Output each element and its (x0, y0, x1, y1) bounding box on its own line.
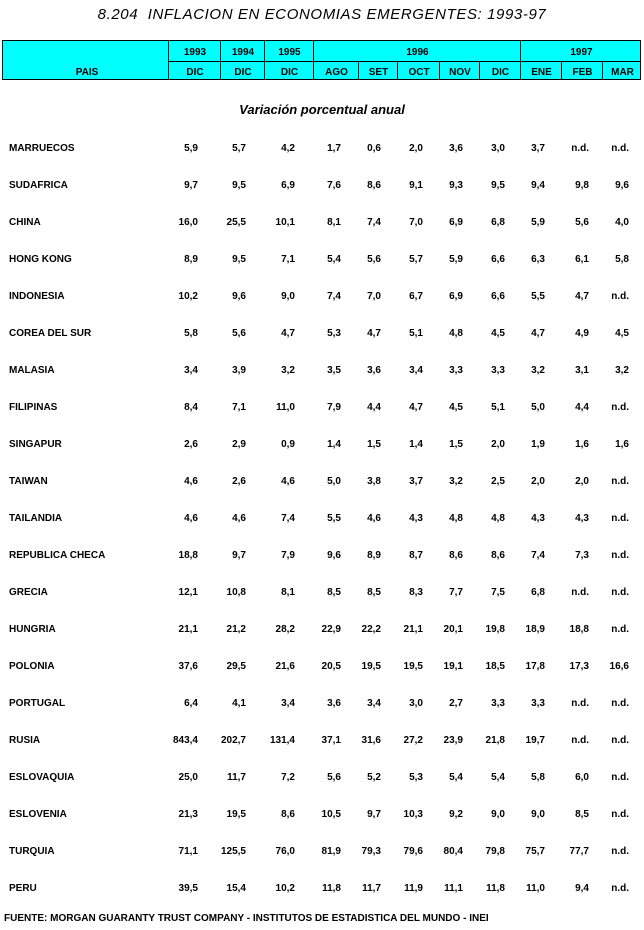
value-cell: 76,0 (275, 846, 295, 857)
table-row (0, 587, 644, 624)
value-cell: 8,5 (327, 587, 341, 598)
value-cell: 11,7 (362, 883, 381, 894)
value-cell: 4,4 (367, 402, 381, 413)
value-cell: 4,2 (281, 143, 295, 154)
value-cell: 4,8 (449, 328, 463, 339)
value-cell: 11,8 (486, 883, 505, 894)
year-header: 1994 (231, 47, 255, 58)
value-cell: 7,3 (575, 550, 589, 561)
value-cell: 3,3 (531, 698, 545, 709)
value-cell: 9,1 (409, 180, 423, 191)
value-cell: 4,5 (449, 402, 463, 413)
value-cell: n.d. (611, 698, 629, 709)
value-cell: 4,1 (232, 698, 246, 709)
value-cell: 2,0 (531, 476, 545, 487)
value-cell: 3,1 (575, 365, 589, 376)
value-cell: 4,6 (281, 476, 295, 487)
table-header (2, 40, 641, 80)
value-cell: 21,3 (178, 809, 198, 820)
value-cell: 7,4 (367, 217, 381, 228)
value-cell: 2,6 (184, 439, 198, 450)
table-row (0, 217, 644, 254)
value-cell: 75,7 (525, 846, 545, 857)
value-cell: 11,1 (444, 883, 463, 894)
value-cell: 11,0 (526, 883, 545, 894)
value-cell: 8,5 (367, 587, 381, 598)
value-cell: 9,0 (491, 809, 505, 820)
value-cell: 6,7 (409, 291, 423, 302)
value-cell: 5,6 (327, 772, 341, 783)
value-cell: 131,4 (269, 735, 295, 746)
country-name: PORTUGAL (9, 698, 66, 709)
value-cell: 21,1 (178, 624, 198, 635)
value-cell: 31,6 (361, 735, 381, 746)
year-header: 1995 (278, 47, 301, 58)
value-cell: 9,7 (232, 550, 246, 561)
value-cell: n.d. (611, 550, 629, 561)
country-name: RUSIA (9, 735, 41, 746)
country-name: SUDAFRICA (9, 180, 68, 191)
value-cell: 8,9 (184, 254, 198, 265)
value-cell: 29,5 (226, 661, 246, 672)
value-cell: 8,6 (449, 550, 463, 561)
value-cell: 7,1 (281, 254, 295, 265)
value-cell: 3,8 (367, 476, 381, 487)
value-cell: 19,1 (443, 661, 463, 672)
value-cell: 4,3 (531, 513, 545, 524)
value-cell: 23,9 (443, 735, 463, 746)
value-cell: 1,5 (367, 439, 381, 450)
value-cell: n.d. (571, 698, 589, 709)
value-cell: n.d. (611, 809, 629, 820)
value-cell: 4,0 (615, 217, 629, 228)
value-cell: n.d. (611, 402, 629, 413)
year-header: 1993 (183, 47, 207, 58)
value-cell: 2,9 (232, 439, 246, 450)
table-row (0, 328, 644, 365)
value-cell: 18,5 (485, 661, 505, 672)
value-cell: 21,8 (485, 735, 505, 746)
value-cell: 9,0 (531, 809, 545, 820)
value-cell: 10,8 (226, 587, 246, 598)
value-cell: 7,0 (409, 217, 423, 228)
value-cell: 3,4 (281, 698, 295, 709)
value-cell: 8,4 (184, 402, 198, 413)
value-cell: 39,5 (178, 883, 198, 894)
value-cell: 2,0 (575, 476, 589, 487)
month-header: DIC (280, 67, 299, 78)
country-name: ESLOVENIA (9, 809, 67, 820)
value-cell: 5,0 (531, 402, 545, 413)
month-header: OCT (408, 67, 430, 78)
value-cell: n.d. (611, 846, 629, 857)
value-cell: 5,4 (491, 772, 505, 783)
value-cell: 4,7 (531, 328, 545, 339)
value-cell: 20,1 (443, 624, 463, 635)
value-cell: 17,3 (569, 661, 589, 672)
value-cell: 5,1 (491, 402, 505, 413)
country-name: SINGAPUR (9, 439, 62, 450)
table-row (0, 513, 644, 550)
value-cell: 9,6 (232, 291, 246, 302)
value-cell: 8,6 (491, 550, 505, 561)
value-cell: 25,0 (178, 772, 198, 783)
table-row (0, 402, 644, 439)
value-cell: 1,7 (327, 143, 341, 154)
month-header: NOV (449, 67, 471, 78)
value-cell: 19,8 (485, 624, 505, 635)
value-cell: 9,8 (575, 180, 589, 191)
value-cell: 7,4 (281, 513, 295, 524)
country-name: COREA DEL SUR (9, 328, 92, 339)
month-header: MAR (611, 67, 634, 78)
value-cell: 6,3 (531, 254, 545, 265)
value-cell: 20,5 (321, 661, 341, 672)
value-cell: 4,6 (367, 513, 381, 524)
value-cell: 5,5 (531, 291, 545, 302)
value-cell: 3,2 (531, 365, 545, 376)
country-name: REPUBLICA CHECA (9, 550, 106, 561)
value-cell: 1,5 (449, 439, 463, 450)
value-cell: 5,4 (327, 254, 341, 265)
value-cell: 3,2 (449, 476, 463, 487)
value-cell: n.d. (611, 624, 629, 635)
country-name: POLONIA (9, 661, 55, 672)
value-cell: 10,2 (275, 883, 295, 894)
month-header: DIC (234, 67, 252, 78)
value-cell: 21,2 (226, 624, 246, 635)
value-cell: 5,6 (367, 254, 381, 265)
value-cell: 7,5 (491, 587, 505, 598)
value-cell: 5,9 (184, 143, 198, 154)
table-row (0, 439, 644, 476)
month-header: AGO (325, 67, 348, 78)
value-cell: 6,6 (491, 254, 505, 265)
value-cell: 1,6 (615, 439, 629, 450)
value-cell: 9,6 (615, 180, 629, 191)
header-year-divider (168, 61, 640, 62)
value-cell: 5,9 (531, 217, 545, 228)
value-cell: 3,3 (491, 365, 505, 376)
value-cell: 3,2 (615, 365, 629, 376)
value-cell: 6,4 (184, 698, 198, 709)
country-name: MALASIA (9, 365, 55, 376)
value-cell: 5,8 (615, 254, 629, 265)
table-row (0, 143, 644, 180)
value-cell: 9,7 (184, 180, 198, 191)
value-cell: 3,4 (367, 698, 381, 709)
table-row (0, 772, 644, 809)
value-cell: 5,8 (184, 328, 198, 339)
table-row (0, 291, 644, 328)
value-cell: 9,0 (281, 291, 295, 302)
table-row (0, 846, 644, 883)
value-cell: 4,7 (575, 291, 589, 302)
value-cell: 843,4 (172, 735, 198, 746)
value-cell: 3,6 (367, 365, 381, 376)
value-cell: 9,5 (232, 180, 246, 191)
value-cell: 7,6 (327, 180, 341, 191)
value-cell: 3,5 (327, 365, 341, 376)
value-cell: 9,5 (491, 180, 505, 191)
country-name: TAIWAN (9, 476, 48, 487)
value-cell: 6,0 (575, 772, 589, 783)
value-cell: n.d. (611, 772, 629, 783)
value-cell: n.d. (611, 587, 629, 598)
value-cell: 6,6 (491, 291, 505, 302)
value-cell: 7,0 (367, 291, 381, 302)
value-cell: 10,1 (275, 217, 295, 228)
value-cell: 5,8 (531, 772, 545, 783)
value-cell: 12,1 (178, 587, 198, 598)
value-cell: 4,6 (184, 476, 198, 487)
value-cell: 22,9 (321, 624, 341, 635)
value-cell: 3,7 (531, 143, 545, 154)
value-cell: 6,9 (281, 180, 295, 191)
value-cell: 21,6 (275, 661, 295, 672)
value-cell: 10,2 (178, 291, 198, 302)
value-cell: 5,5 (327, 513, 341, 524)
value-cell: 4,7 (367, 328, 381, 339)
value-cell: 5,9 (449, 254, 463, 265)
value-cell: 3,3 (491, 698, 505, 709)
value-cell: 9,7 (367, 809, 381, 820)
value-cell: 4,4 (575, 402, 589, 413)
value-cell: 19,5 (403, 661, 423, 672)
value-cell: 5,6 (232, 328, 246, 339)
value-cell: 7,9 (327, 402, 341, 413)
value-cell: 8,5 (575, 809, 589, 820)
country-name: TAILANDIA (9, 513, 63, 524)
value-cell: 21,1 (403, 624, 423, 635)
value-cell: 6,9 (449, 217, 463, 228)
value-cell: 8,1 (327, 217, 341, 228)
value-cell: 81,9 (321, 846, 341, 857)
value-cell: 5,4 (449, 772, 463, 783)
value-cell: 3,9 (232, 365, 246, 376)
value-cell: 8,7 (409, 550, 423, 561)
value-cell: 11,7 (227, 772, 246, 783)
value-cell: 3,2 (281, 365, 295, 376)
month-header: ENE (531, 67, 552, 78)
country-name: INDONESIA (9, 291, 65, 302)
value-cell: 1,4 (409, 439, 423, 450)
value-cell: 9,3 (449, 180, 463, 191)
value-cell: 6,9 (449, 291, 463, 302)
value-cell: 5,0 (327, 476, 341, 487)
value-cell: 9,6 (327, 550, 341, 561)
value-cell: 125,5 (220, 846, 246, 857)
value-cell: n.d. (571, 735, 589, 746)
value-cell: 4,6 (184, 513, 198, 524)
value-cell: 4,5 (491, 328, 505, 339)
value-cell: 8,1 (281, 587, 295, 598)
month-header: FEB (572, 67, 593, 78)
value-cell: 4,5 (615, 328, 629, 339)
table-subtitle: Variación porcentual anual (239, 102, 405, 117)
value-cell: 3,7 (409, 476, 423, 487)
month-header: DIC (186, 67, 204, 78)
value-cell: 16,0 (178, 217, 198, 228)
value-cell: n.d. (571, 143, 589, 154)
table-row (0, 550, 644, 587)
value-cell: 6,8 (491, 217, 505, 228)
country-name: FILIPINAS (9, 402, 58, 413)
page-title: 8.204 INFLACION EN ECONOMIAS EMERGENTES: 1993-97 (97, 6, 547, 23)
value-cell: 79,8 (485, 846, 505, 857)
country-name: CHINA (9, 217, 41, 228)
value-cell: 7,7 (449, 587, 463, 598)
value-cell: 80,4 (443, 846, 463, 857)
year-header: 1997 (570, 47, 593, 58)
value-cell: 19,7 (525, 735, 545, 746)
table-row (0, 698, 644, 735)
value-cell: 2,0 (491, 439, 505, 450)
value-cell: 4,3 (575, 513, 589, 524)
value-cell: 3,4 (184, 365, 198, 376)
value-cell: 71,1 (178, 846, 198, 857)
month-header: SET (368, 67, 389, 78)
value-cell: n.d. (611, 476, 629, 487)
value-cell: 8,9 (367, 550, 381, 561)
value-cell: 4,3 (409, 513, 423, 524)
value-cell: 3,4 (409, 365, 423, 376)
value-cell: 1,9 (531, 439, 545, 450)
value-cell: 77,7 (569, 846, 589, 857)
value-cell: 202,7 (220, 735, 246, 746)
value-cell: 3,6 (449, 143, 463, 154)
value-cell: 11,0 (276, 402, 295, 413)
value-cell: 11,8 (322, 883, 341, 894)
value-cell: n.d. (611, 883, 629, 894)
value-cell: 9,2 (449, 809, 463, 820)
value-cell: n.d. (611, 735, 629, 746)
source-footnote: FUENTE: MORGAN GUARANTY TRUST COMPANY - INSTITUTOS DE ESTADISTICA DEL MUNDO - INEI (4, 913, 489, 924)
pais-column-header: PAIS (75, 67, 99, 78)
value-cell: 10,5 (321, 809, 341, 820)
value-cell: 27,2 (403, 735, 423, 746)
value-cell: 7,1 (232, 402, 246, 413)
value-cell: 4,7 (409, 402, 423, 413)
value-cell: 8,6 (281, 809, 295, 820)
table-row (0, 735, 644, 772)
value-cell: 5,7 (409, 254, 423, 265)
value-cell: 3,6 (327, 698, 341, 709)
value-cell: 18,8 (178, 550, 198, 561)
country-name: ESLOVAQUIA (9, 772, 75, 783)
value-cell: 5,2 (367, 772, 381, 783)
value-cell: 15,4 (226, 883, 246, 894)
value-cell: 7,4 (327, 291, 341, 302)
value-cell: 5,3 (409, 772, 423, 783)
value-cell: 5,7 (232, 143, 246, 154)
value-cell: 4,6 (232, 513, 246, 524)
country-name: HONG KONG (9, 254, 72, 265)
value-cell: 4,9 (575, 328, 589, 339)
value-cell: 19,5 (226, 809, 246, 820)
country-name: PERU (9, 883, 37, 894)
value-cell: 1,4 (327, 439, 341, 450)
value-cell: 4,7 (281, 328, 295, 339)
value-cell: 7,2 (281, 772, 295, 783)
value-cell: 9,4 (575, 883, 589, 894)
value-cell: n.d. (611, 513, 629, 524)
year-header: 1996 (406, 47, 429, 58)
value-cell: 79,3 (361, 846, 381, 857)
value-cell: 37,6 (178, 661, 198, 672)
value-cell: 18,8 (569, 624, 589, 635)
value-cell: 6,8 (531, 587, 545, 598)
table-row (0, 661, 644, 698)
value-cell: 11,9 (404, 883, 423, 894)
value-cell: 7,4 (531, 550, 545, 561)
table-row (0, 365, 644, 402)
table-row (0, 180, 644, 217)
value-cell: 16,6 (609, 661, 629, 672)
value-cell: 9,4 (531, 180, 545, 191)
value-cell: 5,3 (327, 328, 341, 339)
value-cell: 18,9 (525, 624, 545, 635)
value-cell: 10,3 (403, 809, 423, 820)
value-cell: 4,8 (491, 513, 505, 524)
value-cell: 79,6 (403, 846, 423, 857)
value-cell: 7,9 (281, 550, 295, 561)
value-cell: 37,1 (321, 735, 341, 746)
month-header: DIC (491, 67, 510, 78)
value-cell: 4,8 (449, 513, 463, 524)
value-cell: 2,0 (409, 143, 423, 154)
value-cell: n.d. (571, 587, 589, 598)
data-table-body (0, 143, 644, 920)
value-cell: 25,5 (226, 217, 246, 228)
value-cell: 2,6 (232, 476, 246, 487)
value-cell: 28,2 (275, 624, 295, 635)
table-row (0, 624, 644, 661)
country-name: TURQUIA (9, 846, 55, 857)
value-cell: 17,8 (525, 661, 545, 672)
value-cell: 6,1 (575, 254, 589, 265)
country-name: GRECIA (9, 587, 48, 598)
value-cell: n.d. (611, 143, 629, 154)
country-name: HUNGRIA (9, 624, 56, 635)
country-name: MARRUECOS (9, 143, 75, 154)
value-cell: 8,3 (409, 587, 423, 598)
value-cell: 22,2 (361, 624, 381, 635)
value-cell: 5,1 (409, 328, 423, 339)
value-cell: 8,6 (367, 180, 381, 191)
value-cell: 0,9 (281, 439, 295, 450)
value-cell: n.d. (611, 291, 629, 302)
value-cell: 19,5 (361, 661, 381, 672)
value-cell: 5,6 (575, 217, 589, 228)
value-cell: 2,7 (449, 698, 463, 709)
value-cell: 2,5 (491, 476, 505, 487)
value-cell: 3,0 (409, 698, 423, 709)
value-cell: 3,0 (491, 143, 505, 154)
table-row (0, 809, 644, 846)
value-cell: 1,6 (575, 439, 589, 450)
table-row (0, 476, 644, 513)
value-cell: 3,3 (449, 365, 463, 376)
value-cell: 9,5 (232, 254, 246, 265)
table-row (0, 254, 644, 291)
value-cell: 0,6 (367, 143, 381, 154)
